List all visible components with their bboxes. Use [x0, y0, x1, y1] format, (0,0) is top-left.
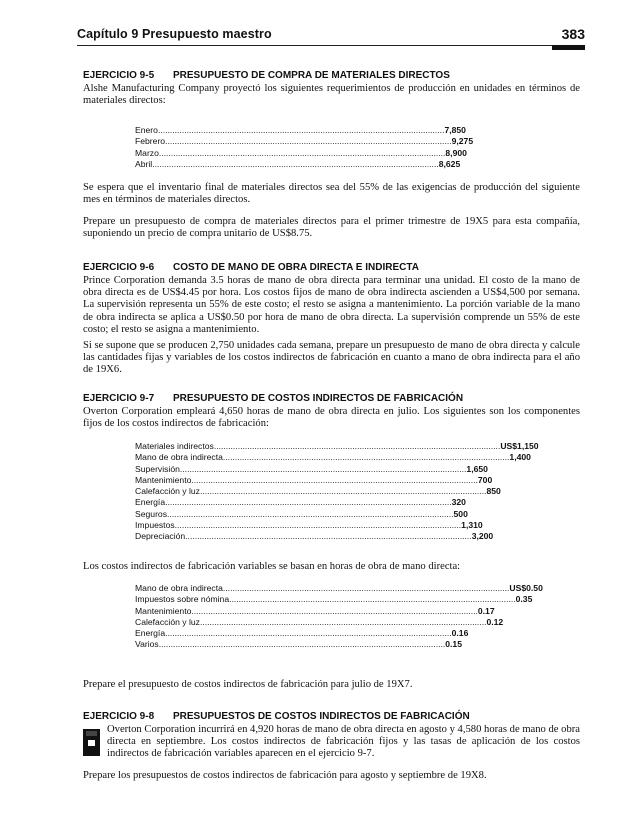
leader-dots: ........................................................................................................................ — [191, 474, 478, 485]
exercise-9-6-heading — [83, 262, 419, 273]
row-label: Supervisión — [135, 463, 180, 474]
production-requirements-table — [135, 125, 474, 170]
exercise-9-8-instruction: Prepare los presupuestos de costos indirectos de fabricación para agosto y septiembre de 19X8. — [83, 770, 487, 781]
exercise-title: COSTO DE MANO DE OBRA DIRECTA E INDIRECTA — [173, 262, 419, 273]
exercise-9-7-instruction: Prepare el presupuesto de costos indirectos de fabricación para julio de 19X7. — [83, 679, 413, 690]
floppy-disk-icon — [83, 729, 100, 756]
leader-dots: ........................................................................................................................ — [222, 583, 510, 593]
fixed-cost-row — [135, 497, 466, 508]
row-value: 0.12 — [486, 616, 504, 627]
exercise-9-7-heading — [83, 393, 463, 404]
row-label: Mano de obra indirecta — [135, 452, 223, 463]
exercise-9-5-intro: Alshe Manufacturing Company proyectó los siguientes requerimientos de producción en unidades en términos de materiales directos: — [83, 83, 580, 107]
row-label: Energía — [135, 628, 166, 639]
row-value: 8,900 — [445, 147, 467, 158]
chapter-title: Capítulo 9 Presupuesto maestro — [77, 27, 272, 41]
row-value: 1,310 — [461, 520, 483, 531]
leader-dots: ........................................................................................................................ — [165, 136, 452, 147]
row-label: Abril — [135, 158, 153, 169]
currency-symbol: US$ — [509, 583, 527, 593]
row-value: 0.50 — [526, 583, 543, 593]
leader-dots: ........................................................................................................................ — [158, 639, 446, 650]
leader-dots: ........................................................................................................................ — [157, 125, 445, 135]
row-label: Varios — [135, 639, 159, 650]
row-value: 700 — [477, 474, 493, 485]
leader-dots: ........................................................................................................................ — [152, 158, 439, 169]
leader-dots: ........................................................................................................................ — [222, 452, 510, 463]
row-value: 1,400 — [509, 452, 531, 463]
leader-dots: ........................................................................................................................ — [191, 605, 478, 616]
leader-dots: ........................................................................................................................ — [167, 508, 454, 519]
row-label: Mantenimiento — [135, 474, 192, 485]
fixed-cost-row — [135, 486, 501, 497]
fixed-cost-row — [135, 520, 483, 531]
row-label: Enero — [135, 125, 158, 135]
variable-rate-row — [135, 605, 495, 617]
row-label: Febrero — [135, 136, 166, 147]
exercise-9-8-heading — [83, 711, 470, 722]
leader-dots: ........................................................................................................................ — [229, 594, 516, 605]
page-header — [77, 27, 585, 45]
row-label: Depreciación — [135, 531, 186, 542]
row-label: Calefacción y luz — [135, 486, 200, 497]
fixed-cost-row — [135, 508, 468, 520]
fixed-cost-row — [135, 531, 494, 542]
exercise-number: EJERCICIO 9-6 — [83, 262, 155, 273]
row-value: 1,150 — [517, 441, 539, 451]
exercise-title: PRESUPUESTOS DE COSTOS INDIRECTOS DE FABRICACIÓN — [173, 711, 470, 722]
row-label: Seguros — [135, 508, 168, 519]
fixed-cost-row — [135, 474, 493, 486]
exercise-9-7-variable-intro: Los costos indirectos de fabricación variables se basan en horas de obra de mano directa: — [83, 561, 461, 572]
variable-rate-row — [135, 583, 543, 594]
exercise-9-6-instruction: Si se supone que se producen 2,750 unidades cada semana, prepare un presupuesto de mano de obra directa y calcule las cantidades fijas y variables de los costos indirectos de fabricación en cuanto a mano de obra indirecta para el año de 19X6. — [83, 340, 580, 376]
production-month-row — [135, 147, 467, 159]
leader-dots: ........................................................................................................................ — [165, 628, 452, 639]
row-label: Materiales indirectos — [135, 441, 214, 451]
leader-dots: ........................................................................................................................ — [158, 147, 446, 158]
currency-symbol: US$ — [500, 441, 518, 451]
exercise-9-5-inventory-paragraph: Se espera que el inventario final de materiales directos sea del 55% de las exigencias de producción del siguiente mes en términos de materiales directos. — [83, 182, 580, 206]
fixed-cost-row — [135, 441, 539, 452]
variable-rate-row — [135, 594, 533, 605]
exercise-9-7-intro: Overton Corporation empleará 4,650 horas de mano de obra directa en julio. Los siguientes son los componentes fijos de los costos indirectos de fabricación: — [83, 406, 580, 430]
row-label: Marzo — [135, 147, 159, 158]
leader-dots: ........................................................................................................................ — [213, 441, 501, 451]
row-label: Energía — [135, 497, 166, 508]
exercise-9-5-heading — [83, 70, 450, 81]
row-value: 850 — [486, 486, 501, 497]
exercise-number: EJERCICIO 9-7 — [83, 393, 155, 404]
variable-rate-row — [135, 628, 469, 639]
fixed-overhead-table — [135, 441, 539, 543]
row-value: 7,850 — [444, 125, 466, 135]
row-label: Impuestos — [135, 520, 175, 531]
exercise-number: EJERCICIO 9-5 — [83, 70, 155, 81]
leader-dots: ........................................................................................................................ — [174, 520, 462, 531]
production-month-row — [135, 158, 461, 170]
variable-overhead-table — [135, 583, 543, 651]
row-label: Impuestos sobre nómina — [135, 594, 230, 605]
variable-rate-row — [135, 639, 462, 650]
row-value: 1,650 — [466, 463, 488, 474]
fixed-cost-row — [135, 452, 531, 463]
row-label: Mantenimiento — [135, 605, 192, 616]
fixed-cost-row — [135, 463, 488, 475]
row-value: 0.16 — [451, 628, 469, 639]
exercise-9-8-description: Overton Corporation incurrirá en 4,920 horas de mano de obra directa en agosto y 4,580 horas de mano de obra directa en septiembre. Los costos indirectos de fabricación fijos y las tasas de aplicación de los costos indirectos de fabricación variables aparecen en el ejercicio 9-7. — [107, 724, 580, 760]
exercise-title: PRESUPUESTO DE COMPRA DE MATERIALES DIRECTOS — [173, 70, 450, 81]
variable-rate-row — [135, 616, 504, 628]
leader-dots: ........................................................................................................................ — [185, 531, 472, 542]
production-month-row — [135, 125, 466, 136]
row-label: Mano de obra indirecta — [135, 583, 223, 593]
thumb-tab-marker — [552, 45, 585, 50]
leader-dots: ........................................................................................................................ — [199, 616, 487, 627]
row-value: 320 — [451, 497, 466, 508]
leader-dots: ........................................................................................................................ — [199, 486, 487, 497]
row-value: 8,625 — [438, 158, 461, 169]
leader-dots: ........................................................................................................................ — [179, 463, 467, 474]
exercise-9-5-instruction: Prepare un presupuesto de compra de materiales directos para el primer trimestre de 19X5 para esta compañía, suponiendo un precio de compra unitario de US$8.75. — [83, 216, 580, 240]
row-value: 9,275 — [451, 136, 474, 147]
leader-dots: ........................................................................................................................ — [165, 497, 452, 508]
row-label: Calefacción y luz — [135, 616, 200, 627]
exercise-title: PRESUPUESTO DE COSTOS INDIRECTOS DE FABRICACIÓN — [173, 393, 464, 404]
row-value: 0.17 — [477, 605, 495, 616]
page-number: 383 — [561, 26, 585, 42]
row-value: 500 — [453, 508, 468, 519]
header-rule — [77, 45, 585, 46]
exercise-9-6-description: Prince Corporation demanda 3.5 horas de mano de obra directa para terminar una unidad. El costo de la mano de obra directa es de US$4.45 por hora. Los costos fijos de mano de obra indirecta ascienden a US$4,500 por semana. La supervisión representa un 55% de este costo; el resto se asigna a mantenimiento. La porción variable de la mano de obra indirecta se aplica a US$0.50 por hora de mano de obra directa. La supervisión comprende un 55% de este costo; el resto se asigna a mantenimiento. — [83, 275, 580, 335]
exercise-number: EJERCICIO 9-8 — [83, 711, 155, 722]
row-value: 0.35 — [515, 594, 533, 605]
row-value: 3,200 — [471, 531, 494, 542]
row-value: 0.15 — [445, 639, 462, 650]
production-month-row — [135, 136, 474, 147]
